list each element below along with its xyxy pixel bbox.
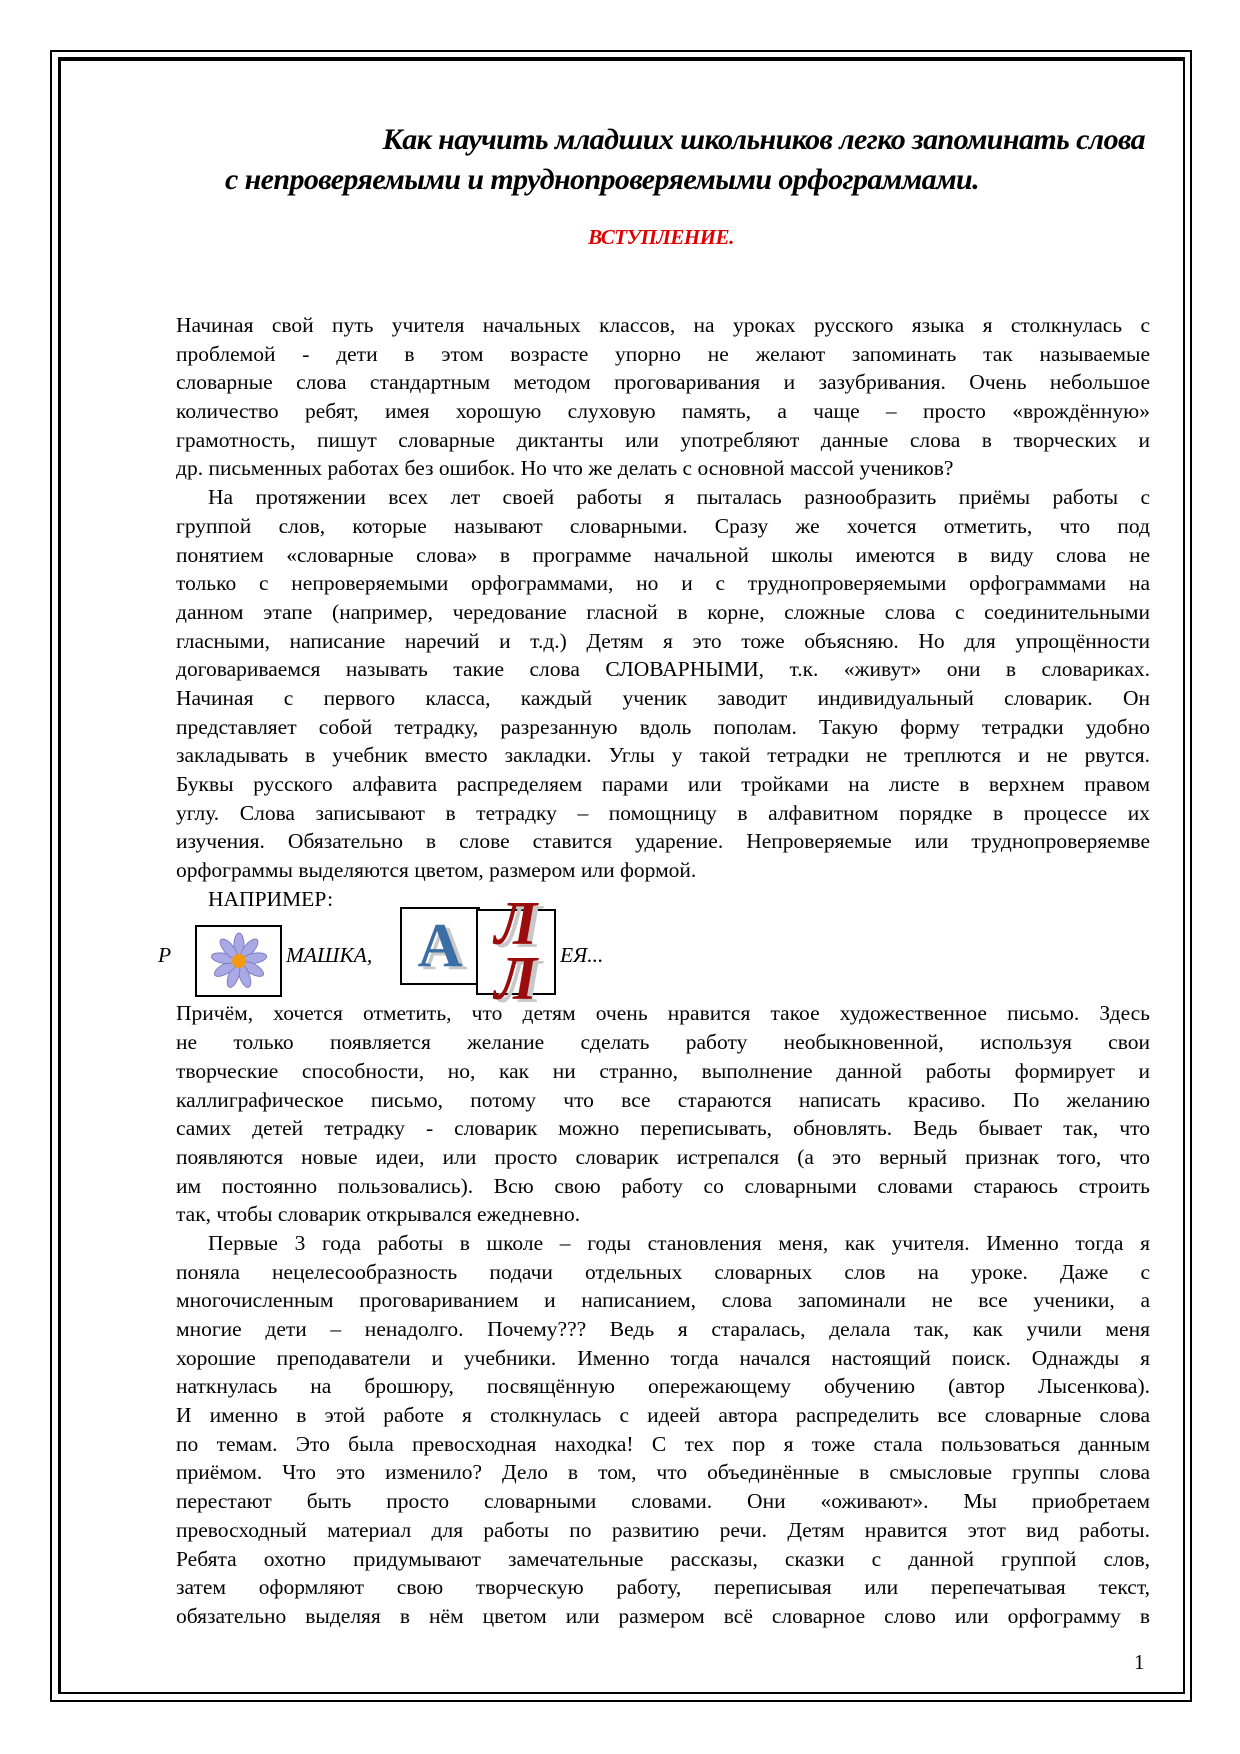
text-line: орфограммы выделяются цветом, размером или формой. (176, 858, 697, 883)
text-line: самих детей тетрадку - словарик можно переписывать, обновлять. Ведь бывает так, что (176, 1116, 1150, 1141)
text-line: количество ребят, имея хорошую слуховую память, а чаще – просто «врождённую» (176, 399, 1150, 424)
text-line: словарные слова стандартным методом проговаривания и зазубривания. Очень небольшое (176, 370, 1150, 395)
letter-a-image (400, 907, 480, 985)
text-line: Начиная с первого класса, каждый ученик заводит индивидуальный словарик. Он (176, 685, 1150, 710)
text-line: И именно в этой работе я столкнулась с идеей автора распределить все словарные слова (176, 1403, 1150, 1428)
text-line: перестают быть просто словарными словами. Они «оживают». Мы приобретаем (176, 1489, 1150, 1514)
text-line: хорошие преподаватели и учебники. Именно тогда начался настоящий поиск. Однажды я (176, 1345, 1150, 1370)
text-line: Первые 3 года работы в школе – годы становления меня, как учителя. Именно тогда я (208, 1230, 1150, 1255)
text-line: представляет собой тетрадку, разрезанную вдоль пополам. Такую форму тетрадки удобно (176, 714, 1150, 739)
page-number: 1 (1134, 1650, 1145, 1674)
text-line: др. письменных работах без ошибок. Но что же делать с основной массой учеников? (176, 456, 954, 481)
text-line: многие дети – ненадолго. Почему??? Ведь я старалась, делала так, как учили меня (176, 1317, 1150, 1341)
text-line: не только появляется желание сделать работу необыкновенной, используя свои (176, 1030, 1150, 1055)
flower-image (195, 925, 282, 997)
example-word2-end: ЕЯ... (560, 943, 604, 968)
text-line: На протяжении всех лет своей работы я пыталась разнообразить приёмы работы с (208, 485, 1150, 510)
letter-l-image (476, 889, 556, 1014)
text-line: договариваемся называть такие слова СЛОВАРНЫМИ, т.к. «живут» они в словариках. (176, 657, 1150, 682)
text-line: понятием «словарные слова» в программе начальной школы имеются в виду слова не (176, 542, 1150, 567)
example-word-start: Р (158, 943, 172, 968)
text-line: превосходный материал для работы по развитию речи. Детям нравится этот вид работы. (176, 1517, 1150, 1542)
text-line: поняла нецелесообразность подачи отдельных словарных слов на уроке. Даже с (176, 1259, 1150, 1284)
letter-l: Л Л (494, 889, 538, 1014)
text-line: грамотность, пишут словарные диктанты или употребляют данные слова в творческих и (176, 427, 1150, 452)
text-line: творческие способности, но, как ни странно, выполнение данной работы формирует и (176, 1058, 1150, 1083)
document-title-line-2: с непроверяемыми и труднопроверяемыми орфограммами. (225, 163, 980, 196)
letter-a: А (417, 911, 463, 980)
text-line: только с непроверяемыми орфограммами, но и с труднопроверяемыми орфограммами на (176, 571, 1150, 596)
text-line: НАПРИМЕР: (208, 886, 334, 911)
text-line: данном этапе (например, чередование гласной в корне, сложные слова с соединительными (176, 599, 1150, 624)
document-title-line-1: Как научить младших школьников легко запоминать слова (382, 123, 1145, 156)
text-line: так, чтобы словарик открывался ежедневно. (176, 1202, 581, 1227)
daisy-icon (209, 931, 269, 991)
text-line: обязательно выделяя в нём цветом или размером всё словарное слово или орфограмму в (176, 1603, 1150, 1628)
body-text (158, 311, 1150, 1631)
text-line: группой слов, которые называют словарными. Сразу же хочется отметить, что под (176, 513, 1150, 538)
text-line: приёмом. Что это изменило? Дело в том, что объединённые в смысловые группы слова (176, 1460, 1150, 1485)
text-line: Буквы русского алфавита распределяем парами или тройками на листе в верхнем правом (176, 772, 1150, 796)
section-heading: ВСТУПЛЕНИЕ. (588, 225, 734, 249)
text-line: проблемой - дети в этом возрасте упорно не желают запоминать так называемые (176, 341, 1150, 366)
text-line: наткнулась на брошюру, посвящённую опережающему обучению (автор Лысенкова). (176, 1374, 1150, 1399)
text-line: гласными, написание наречий и т.д.) Детям я это тоже объясняю. Но для упрощённости (176, 628, 1150, 653)
text-line: Причём, хочется отметить, что детям очень нравится такое художественное письмо. Здесь (176, 1001, 1150, 1026)
paragraphs-bottom (176, 999, 1150, 1630)
text-line: закладывать в учебник вместо закладки. Углы у такой тетрадки не треплются и не рвутся. (176, 743, 1150, 768)
text-line: углу. Слова записывают в тетрадку – помощницу в алфавитном порядке в процессе их (176, 800, 1150, 825)
text-line: затем оформляют свою творческую работу, переписывая или перепечатывая текст, (176, 1575, 1150, 1600)
example-word-end: МАШКА, (286, 943, 373, 968)
text-line: изучения. Обязательно в слове ставится ударение. Непроверяемые или труднопроверяемве (176, 829, 1150, 854)
text-line: им постоянно пользовались). Всю свою работу со словарными словами стараюсь строить (176, 1173, 1150, 1198)
text-line: каллиграфическое письмо, потому что все стараются написать красиво. По желанию (176, 1087, 1150, 1112)
text-line: Начиная свой путь учителя начальных классов, на уроках русского языка я столкнулась с (176, 313, 1150, 337)
text-line: по темам. Это была превосходная находка! С тех пор я тоже стала пользоваться данным (176, 1431, 1150, 1456)
paragraphs-top (176, 311, 1150, 913)
text-line: Ребята охотно придумывают замечательные рассказы, сказки с данной группой слов, (176, 1546, 1150, 1571)
text-line: появляются новые идеи, или просто словарик истрепался (а это верный признак того, что (176, 1144, 1150, 1169)
text-line: многочисленным проговариванием и написанием, слова запоминали не все ученики, а (176, 1288, 1150, 1313)
